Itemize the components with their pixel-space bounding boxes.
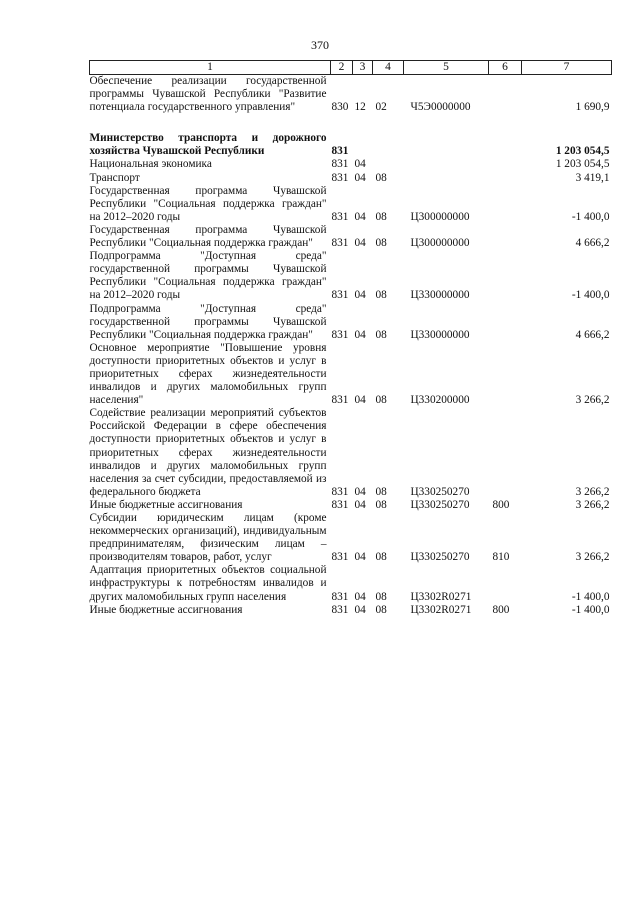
header-col-3: 3 [353,61,373,75]
row-description: Транспорт [89,171,140,184]
row-amount: 1 203 054,5 [555,145,610,158]
row-target-code: Ц330250270 [410,551,470,564]
header-col-2: 2 [331,61,353,75]
row-target-code: Ц330250270 [410,498,470,511]
table-row [90,564,612,603]
table-row [90,185,612,224]
row-description: Обеспечение реализации государственной программы Чувашской Республики "Развитие потенциала государственного управления" [89,75,327,114]
row-expense-type [489,407,522,499]
row-expense-type [489,158,522,171]
row-description: Иные бюджетные ассигнования [89,603,243,616]
spacer-cell [90,114,612,132]
row-ministry-code: 831 [331,158,349,171]
row-target-code: Ц300000000 [410,210,470,223]
header-col-7: 7 [522,61,612,75]
row-ministry-code: 831 [331,603,349,616]
row-description: Государственная программа Чувашской Республики "Социальная поддержка граждан" на 2012–2020 годы [89,184,327,223]
row-expense-type [489,342,522,407]
row-amount: 3 266,2 [575,485,610,498]
header-col-1: 1 [90,61,331,75]
table-row [90,158,612,171]
row-ministry-code: 831 [331,394,349,407]
row-subsection-code: 08 [375,171,387,184]
row-section-code: 12 [354,101,366,114]
row-target-code: Ц330000000 [410,289,470,302]
row-amount: 3 266,2 [575,498,610,511]
table-row [90,342,612,407]
row-section-code: 04 [354,237,366,250]
table-row [90,604,612,617]
row-subsection-code: 08 [375,289,387,302]
row-amount: 4 666,2 [575,237,610,250]
row-subsection-code: 08 [375,394,387,407]
row-section-code: 04 [354,498,366,511]
table-row [90,303,612,342]
row-target-code: Ц330200000 [410,394,470,407]
row-description: Национальная экономика [89,158,212,171]
row-expense-type [489,564,522,603]
row-ministry-code: 831 [331,485,349,498]
row-subsection-code: 08 [375,210,387,223]
row-target-code [404,158,489,171]
row-description: Основное мероприятие "Повышение уровня доступности приоритетных объектов и услуг в приоритетных сферах жизнедеятельности инвалидов и других маломобильных групп населения" [89,341,327,407]
row-amount: 1 690,9 [575,101,610,114]
row-section-code: 04 [354,603,366,616]
row-subsection-code: 08 [375,551,387,564]
row-expense-type: 810 [492,551,510,564]
row-target-code: Ц3302R0271 [410,603,472,616]
row-amount: -1 400,0 [571,590,610,603]
row-description: Субсидии юридическим лицам (кроме некоммерческих организаций), индивидуальным предпринимателям, физическим лицам – производителям товаров, работ, услуг [89,512,327,564]
row-section-code: 04 [354,171,366,184]
row-amount: 3 266,2 [575,551,610,564]
row-ministry-code: 831 [331,498,349,511]
table-row [90,172,612,185]
row-target-code [404,172,489,185]
table-row [90,132,612,158]
header-col-5: 5 [404,61,489,75]
row-subsection-code: 08 [375,603,387,616]
row-expense-type: 800 [492,498,510,511]
row-amount: 3 266,2 [575,394,610,407]
row-subsection-code: 08 [375,485,387,498]
table-row [90,499,612,512]
row-section-code: 04 [354,158,366,171]
row-description: Содействие реализации мероприятий субъектов Российской Федерации в сфере обеспечения доступности приоритетных объектов и услуг в приоритетных сферах жизнедеятельности инвалидов и других маломобильных групп населения за счет субсидии, предоставляемой из федерального бюджета [89,407,327,498]
row-expense-type [489,250,522,302]
row-expense-type [489,224,522,250]
row-expense-type: 800 [492,603,510,616]
row-amount: -1 400,0 [571,289,610,302]
row-ministry-code: 831 [331,289,349,302]
row-description: Подпрограмма "Доступная среда" государственной программы Чувашской Республики "Социальная поддержка граждан" [89,302,327,341]
row-description: Подпрограмма "Доступная среда" государственной программы Чувашской Республики "Социальная поддержка граждан" на 2012–2020 годы [89,250,327,302]
row-ministry-code: 831 [331,237,349,250]
row-ministry-code: 831 [331,171,349,184]
header-col-6: 6 [489,61,522,75]
row-target-code [404,132,489,158]
row-target-code: Ц300000000 [410,237,470,250]
row-subsection-code: 08 [375,237,387,250]
table-row [90,512,612,564]
row-section-code: 04 [354,289,366,302]
row-amount: 4 666,2 [575,328,610,341]
row-expense-type [489,132,522,158]
page-number: 370 [311,38,329,52]
row-section-code [353,132,373,158]
row-subsection-code [373,158,404,171]
row-expense-type [489,303,522,342]
row-expense-type [489,185,522,224]
row-expense-type [489,172,522,185]
header-col-4: 4 [373,61,404,75]
row-subsection-code: 08 [375,498,387,511]
row-ministry-code: 831 [331,551,349,564]
table-row [90,407,612,499]
row-ministry-code: 831 [331,210,349,223]
budget-table [89,60,612,617]
row-ministry-code: 831 [331,145,349,158]
row-subsection-code [373,132,404,158]
row-target-code: Ц3302R0271 [410,590,472,603]
row-section-code: 04 [354,328,366,341]
row-expense-type [489,75,522,115]
row-description: Иные бюджетные ассигнования [89,498,243,511]
row-section-code: 04 [354,551,366,564]
table-body [90,75,612,617]
row-ministry-code: 831 [331,590,349,603]
row-section-code: 04 [354,394,366,407]
spacer-row [90,114,612,132]
row-amount: -1 400,0 [571,210,610,223]
row-target-code: Ч5Э0000000 [410,101,471,114]
row-target-code: Ц330000000 [410,328,470,341]
table-row [90,250,612,302]
row-subsection-code: 08 [375,590,387,603]
row-section-code: 04 [354,485,366,498]
row-ministry-code: 830 [331,101,349,114]
row-description: Министерство транспорта и дорожного хозяйства Чувашской Республики [89,132,327,158]
row-amount: -1 400,0 [571,603,610,616]
row-section-code: 04 [354,210,366,223]
row-amount: 1 203 054,5 [555,158,610,171]
table-row [90,224,612,250]
row-target-code: Ц330250270 [410,485,470,498]
row-subsection-code: 08 [375,328,387,341]
row-ministry-code: 831 [331,328,349,341]
row-amount: 3 419,1 [575,171,610,184]
row-description: Государственная программа Чувашской Республики "Социальная поддержка граждан" [89,223,327,250]
table-row [90,75,612,115]
header-row [90,61,612,75]
row-section-code: 04 [354,590,366,603]
row-description: Адаптация приоритетных объектов социальной инфраструктуры к потребностям инвалидов и других маломобильных групп населения [89,564,327,603]
row-subsection-code: 02 [375,101,387,114]
